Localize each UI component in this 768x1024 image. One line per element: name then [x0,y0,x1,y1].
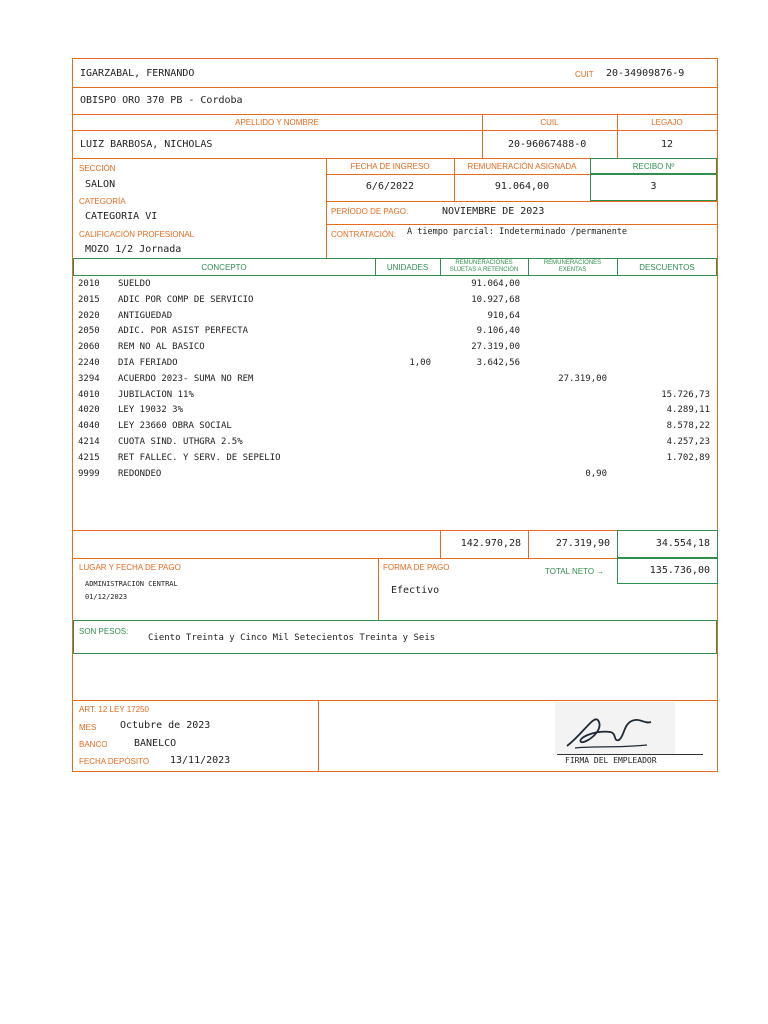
employee-name: LUIZ BARBOSA, NICHOLAS [80,139,213,150]
row-concept: LEY 23660 OBRA SOCIAL [118,421,232,432]
row-concept: SUELDO [118,279,151,289]
calificacion-value: MOZO 1/2 Jornada [85,244,182,255]
row-code: 2060 [78,342,100,353]
descuentos-header: DESCUENTOS [639,263,695,272]
row-units: 1,00 [409,358,431,368]
row-exentas: 27.319,00 [558,373,607,384]
seccion-value: SALON [85,179,116,190]
row-code: 2015 [78,294,100,305]
forma-pago-value: Efectivo [391,585,440,596]
rem-exentas-header-2: EXENTAS [558,267,587,273]
row-sujetas: 910,64 [487,310,520,321]
total-exentas: 27.319,90 [555,538,610,549]
son-pesos-value: Ciento Treinta y Cinco Mil Setecientos Treinta y Seis [148,633,436,643]
table-row [78,421,712,437]
row-code: 2020 [78,310,100,321]
total-sujetas: 142.970,28 [460,538,521,549]
row-concept: ADIC POR COMP DE SERVICIO [118,294,254,305]
table-row [78,453,712,469]
employer-cuit: 20-34909876-9 [606,68,685,79]
table-row [78,279,712,295]
contratacion-value: A tiempo parcial: Indeterminado /permanente [407,227,628,237]
row-sujetas: 91.064,00 [471,279,520,289]
forma-pago-label: FORMA DE PAGO [383,563,450,572]
banco-label: BANCO [79,740,108,749]
row-code: 4020 [78,405,100,416]
row-code: 3294 [78,373,100,384]
row-descuentos: 4.257,23 [666,437,710,447]
lugar-value: ADMINISTRACION CENTRAL [85,580,178,588]
rem-sujetas-header-1: REMUNERACIONES [455,260,513,266]
row-concept: ADIC. POR ASIST PERFECTA [118,326,249,337]
unidades-header: UNIDADES [386,263,429,272]
fecha-pago-value: 01/12/2023 [85,593,128,601]
table-row [78,374,712,390]
total-descuentos: 34.554,18 [655,538,710,549]
table-row [78,405,712,421]
table-row [78,295,712,311]
row-descuentos: 1.702,89 [666,452,710,463]
lugar-fecha-label: LUGAR Y FECHA DE PAGO [79,563,181,572]
employee-cuil: 20-96067488-0 [508,139,587,150]
remuneracion-label: REMUNERACIÓN ASIGNADA [467,162,577,171]
row-concept: ACUERDO 2023- SUMA NO REM [118,373,254,384]
row-exentas: 0,90 [585,468,607,479]
total-neto-label: TOTAL NETO → [545,567,605,576]
signature-caption: FIRMA DEL EMPLEADOR [565,756,657,765]
rem-exentas-header-1: REMUNERACIONES [543,260,602,266]
categoria-value: CATEGORIA VI [85,211,158,222]
row-concept: LEY 19032 3% [118,405,184,416]
row-concept: RET FALLEC. Y SERV. DE SEPELIO [118,452,281,463]
row-code: 4010 [78,389,100,400]
row-concept: CUOTA SIND. UTHGRA 2.5% [118,437,243,447]
cuit-label: CUIT [575,70,594,79]
mes-value: Octubre de 2023 [120,720,211,731]
fecha-deposito-label: FECHA DEPÓSITO [79,757,150,766]
row-sujetas: 3.642,56 [476,358,520,368]
fecha-ingreso-value: 6/6/2022 [365,181,415,192]
row-code: 4215 [78,452,100,463]
row-concept: DIA FERIADO [118,358,178,368]
table-row [78,469,712,485]
row-sujetas: 10.927,68 [471,294,520,305]
fecha-deposito-value: 13/11/2023 [170,755,231,766]
row-descuentos: 15.726,73 [661,389,710,400]
cuil-header: CUIL [540,118,559,127]
table-row [78,358,712,374]
employer-name: IGARZABAL, FERNANDO [80,68,195,79]
row-descuentos: 4.289,11 [666,405,710,416]
concepto-header: CONCEPTO [201,263,247,272]
son-pesos-label: SON PESOS: [79,627,129,636]
row-concept: REDONDEO [118,468,162,479]
row-descuentos: 8.578,22 [666,421,710,432]
contratacion-label: CONTRATACIÓN: [331,230,397,239]
periodo-value: NOVIEMBRE DE 2023 [442,206,545,217]
periodo-label: PERÍODO DE PAGO: [331,207,409,216]
signature-image [555,702,675,754]
row-code: 2050 [78,326,100,337]
art-label: ART. 12 LEY 17250 [79,705,149,714]
employee-legajo: 12 [660,139,674,150]
remuneracion-value: 91.064,00 [494,181,550,192]
recibo-label: RECIBO Nº [632,162,675,171]
row-code: 2010 [78,279,100,289]
row-code: 9999 [78,468,100,479]
categoria-label: CATEGORÍA [79,197,126,206]
table-row [78,437,712,453]
table-row [78,326,712,342]
recibo-value: 3 [650,181,657,192]
table-row [78,342,712,358]
total-neto-value: 135.736,00 [649,565,710,576]
fecha-ingreso-label: FECHA DE INGRESO [350,162,430,171]
table-row [78,390,712,406]
row-code: 4214 [78,437,100,447]
employer-address: OBISPO ORO 370 PB - Cordoba [80,95,243,106]
row-sujetas: 27.319,00 [471,342,520,353]
row-concept: REM NO AL BASICO [118,342,205,353]
row-code: 4040 [78,421,100,432]
mes-label: MES [79,723,97,732]
row-sujetas: 9.106,40 [476,326,520,337]
rem-sujetas-header-2: SUJETAS A RETENCIÓN [449,267,519,273]
row-concept: ANTIGUEDAD [118,310,173,321]
row-code: 2240 [78,358,100,368]
apellido-header: APELLIDO Y NOMBRE [235,118,319,127]
banco-value: BANELCO [134,738,177,749]
table-row [78,311,712,327]
seccion-label: SECCIÓN [79,164,116,173]
calificacion-label: CALIFICACIÓN PROFESIONAL [79,230,195,239]
legajo-header: LEGAJO [651,118,683,127]
row-concept: JUBILACION 11% [118,389,194,400]
